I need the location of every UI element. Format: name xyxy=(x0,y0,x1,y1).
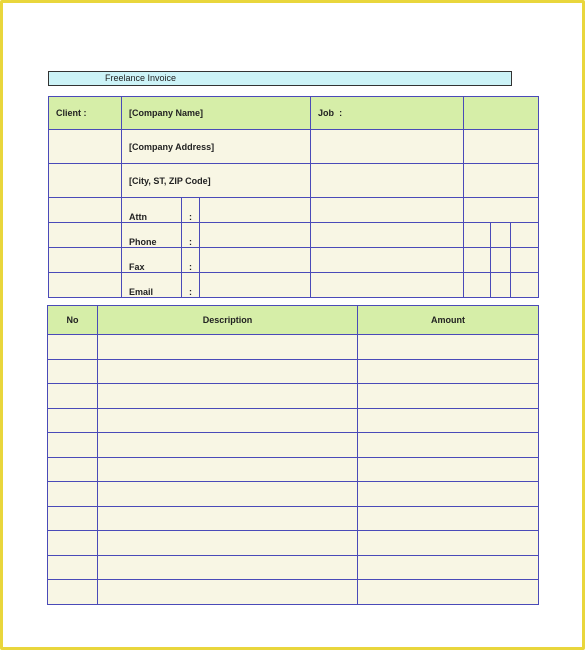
table-row xyxy=(48,359,539,384)
job-value-cell[interactable] xyxy=(464,97,539,130)
no-cell[interactable] xyxy=(48,580,98,605)
email-value-cell[interactable] xyxy=(200,273,311,298)
job-extra-cell[interactable] xyxy=(464,130,539,164)
company-address-placeholder: [Company Address] xyxy=(129,141,215,152)
job-mini-cell[interactable] xyxy=(491,223,511,248)
email-label: Email xyxy=(129,287,154,297)
job-detail-cell[interactable] xyxy=(311,164,464,198)
amount-cell[interactable] xyxy=(358,384,539,409)
attn-label-cell xyxy=(122,198,182,223)
table-row xyxy=(48,457,539,482)
client-label-cell xyxy=(49,97,122,130)
table-row xyxy=(48,408,539,433)
no-cell[interactable] xyxy=(48,531,98,556)
table-row xyxy=(48,506,539,531)
table-row xyxy=(48,384,539,409)
phone-label: Phone xyxy=(129,237,157,247)
job-mini-cell[interactable] xyxy=(511,273,539,298)
attn-colon-cell xyxy=(182,198,200,223)
no-cell[interactable] xyxy=(48,335,98,360)
email-colon: : xyxy=(189,287,192,297)
job-mini-cell[interactable] xyxy=(511,248,539,273)
amount-cell[interactable] xyxy=(358,482,539,507)
description-column-header: Description xyxy=(98,306,358,335)
job-mini-cell[interactable] xyxy=(491,248,511,273)
amount-cell[interactable] xyxy=(358,457,539,482)
blank-cell xyxy=(49,248,122,273)
attn-colon: : xyxy=(189,212,192,222)
table-row xyxy=(48,531,539,556)
company-name-cell[interactable] xyxy=(122,97,311,130)
job-detail-cell[interactable] xyxy=(311,223,464,248)
blank-cell xyxy=(49,130,122,164)
amount-cell[interactable] xyxy=(358,335,539,360)
fax-colon-cell xyxy=(182,248,200,273)
client-info-table xyxy=(48,96,539,298)
job-mini-cell[interactable] xyxy=(491,273,511,298)
description-cell[interactable] xyxy=(98,580,358,605)
fax-colon: : xyxy=(189,262,192,272)
amount-cell[interactable] xyxy=(358,555,539,580)
job-detail-cell[interactable] xyxy=(311,198,464,223)
company-name-placeholder: [Company Name] xyxy=(129,108,204,118)
description-cell[interactable] xyxy=(98,555,358,580)
no-cell[interactable] xyxy=(48,384,98,409)
job-detail-cell[interactable] xyxy=(311,248,464,273)
phone-colon: : xyxy=(189,237,192,247)
blank-cell xyxy=(49,223,122,248)
line-items-body xyxy=(48,335,539,605)
job-mini-cell[interactable] xyxy=(464,248,491,273)
description-cell[interactable] xyxy=(98,531,358,556)
description-cell[interactable] xyxy=(98,457,358,482)
job-mini-cell[interactable] xyxy=(511,223,539,248)
no-cell[interactable] xyxy=(48,457,98,482)
company-address-cell[interactable] xyxy=(122,130,311,164)
no-cell[interactable] xyxy=(48,433,98,458)
table-row xyxy=(48,580,539,605)
amount-cell[interactable] xyxy=(358,531,539,556)
amount-column-header: Amount xyxy=(358,306,539,335)
invoice-title-bar xyxy=(48,71,512,86)
table-row xyxy=(48,482,539,507)
table-row xyxy=(48,335,539,360)
job-mini-cell[interactable] xyxy=(464,273,491,298)
attn-label: Attn xyxy=(129,212,147,222)
invoice-title: Freelance Invoice xyxy=(105,73,177,83)
city-line-cell[interactable] xyxy=(122,164,311,198)
city-line-placeholder: [City, ST, ZIP Code] xyxy=(129,175,211,186)
fax-label-cell xyxy=(122,248,182,273)
job-label-cell xyxy=(311,97,464,130)
job-detail-cell[interactable] xyxy=(311,130,464,164)
job-extra-cell[interactable] xyxy=(464,164,539,198)
fax-label: Fax xyxy=(129,262,145,272)
phone-value-cell[interactable] xyxy=(200,223,311,248)
phone-colon-cell xyxy=(182,223,200,248)
description-cell[interactable] xyxy=(98,408,358,433)
no-cell[interactable] xyxy=(48,359,98,384)
job-label: Job xyxy=(318,108,335,118)
no-column-header: No xyxy=(48,306,98,335)
fax-value-cell[interactable] xyxy=(200,248,311,273)
email-label-cell xyxy=(122,273,182,298)
client-colon: : xyxy=(83,108,87,118)
amount-cell[interactable] xyxy=(358,433,539,458)
description-cell[interactable] xyxy=(98,506,358,531)
email-colon-cell xyxy=(182,273,200,298)
amount-cell[interactable] xyxy=(358,580,539,605)
job-detail-cell[interactable] xyxy=(311,273,464,298)
job-mini-cell[interactable] xyxy=(464,223,491,248)
no-cell[interactable] xyxy=(48,482,98,507)
blank-cell xyxy=(49,273,122,298)
client-label: Client xyxy=(56,108,82,118)
description-cell[interactable] xyxy=(98,359,358,384)
no-cell[interactable] xyxy=(48,506,98,531)
phone-label-cell xyxy=(122,223,182,248)
no-cell[interactable] xyxy=(48,555,98,580)
description-cell[interactable] xyxy=(98,335,358,360)
description-cell[interactable] xyxy=(98,433,358,458)
amount-cell[interactable] xyxy=(358,408,539,433)
job-colon: : xyxy=(339,108,343,118)
attn-value-cell[interactable] xyxy=(200,198,311,223)
description-cell[interactable] xyxy=(98,482,358,507)
amount-cell[interactable] xyxy=(358,359,539,384)
table-row xyxy=(48,433,539,458)
amount-cell[interactable] xyxy=(358,506,539,531)
line-items-table xyxy=(47,305,539,605)
table-row xyxy=(48,555,539,580)
blank-cell xyxy=(49,164,122,198)
no-cell[interactable] xyxy=(48,408,98,433)
description-cell[interactable] xyxy=(98,384,358,409)
blank-cell xyxy=(49,198,122,223)
job-extra-cell[interactable] xyxy=(464,198,539,223)
